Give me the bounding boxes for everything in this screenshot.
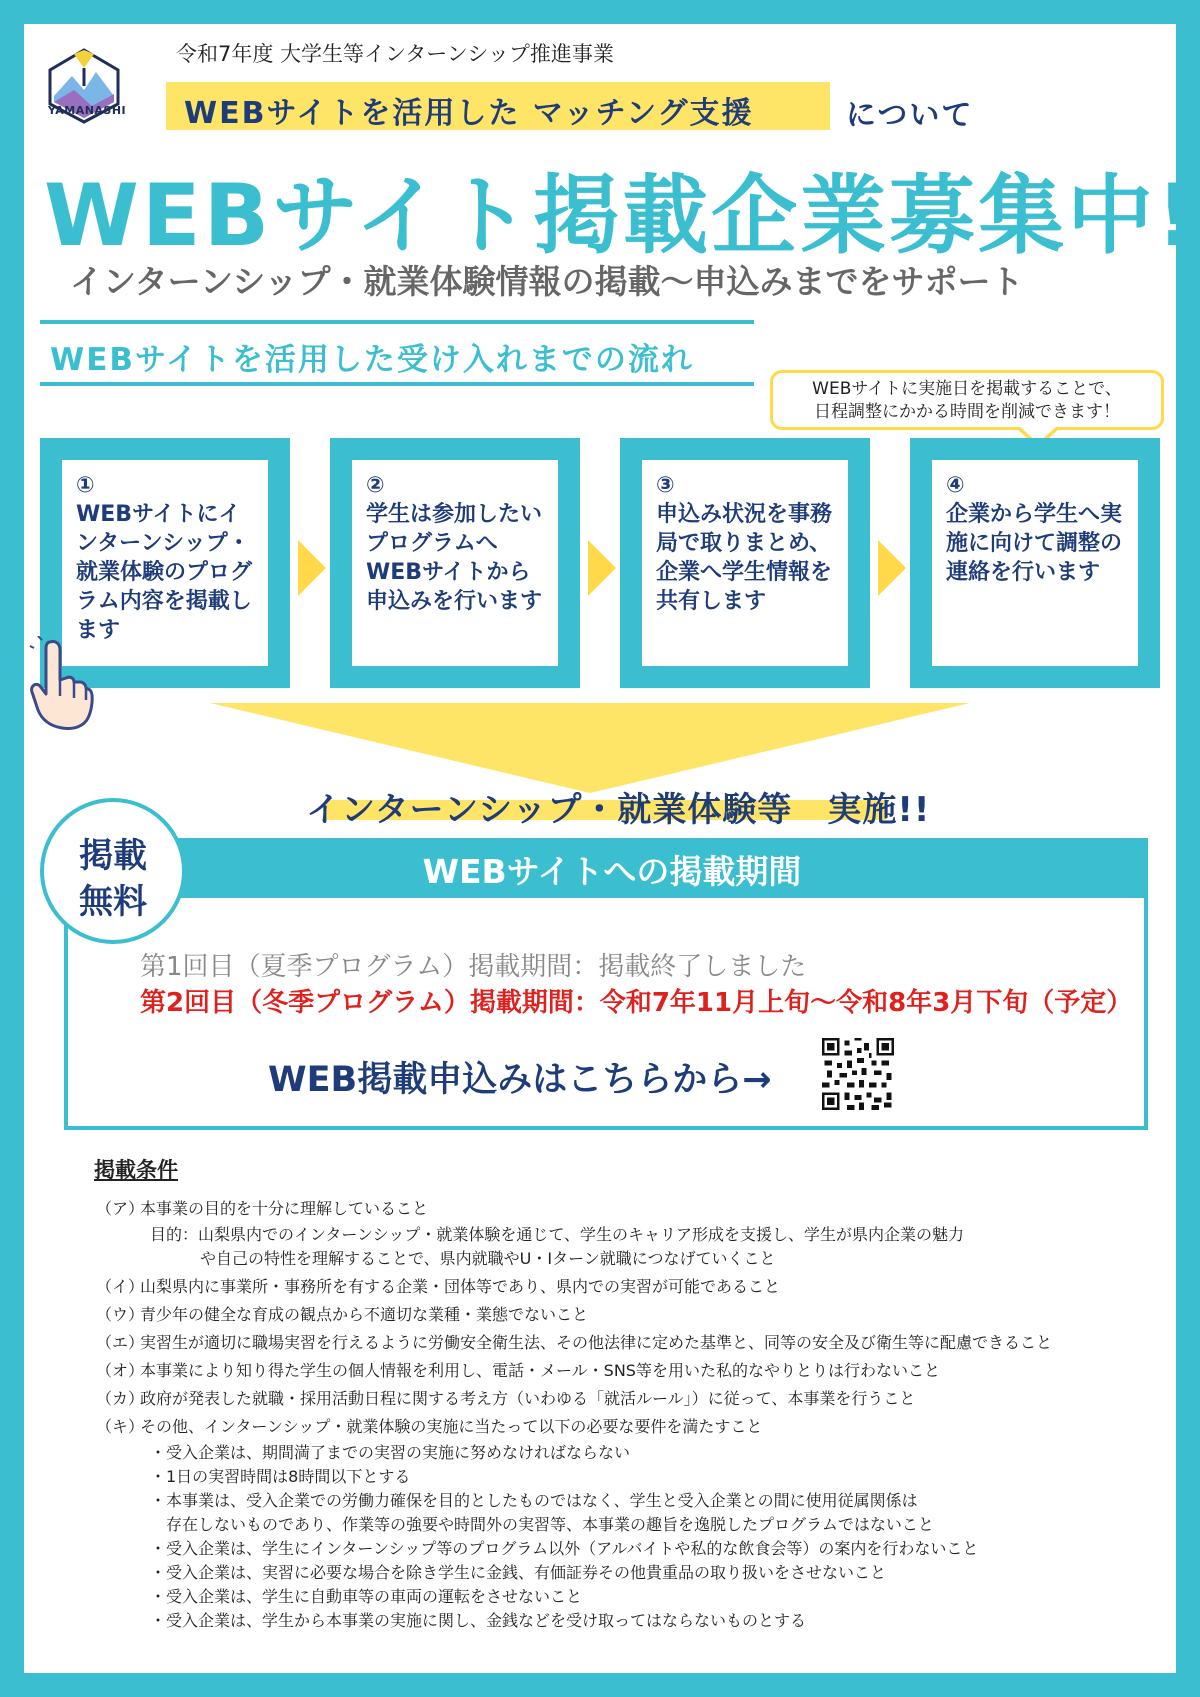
requirement-bullet: ・本事業は、受入企業での労働力確保を目的としたものではなく、学生と受入企業との間に使用従属関係は (150, 1491, 918, 1510)
condition-item (96, 1196, 428, 1219)
condition-label: （ア） (96, 1199, 145, 1218)
conditions-heading: 掲載条件 (94, 1158, 178, 1182)
flow-step-4 (910, 438, 1160, 688)
condition-text: 本事業により知り得た学生の個人情報を利用し、電話・メール・SNS等を用いた私的なやりとりは行わないこと (140, 1361, 940, 1380)
condition-text: 実習生が適切に職場実習を行えるように労働安全衛生法、その他法律に定めた基準と、同等の安全及び衛生等に配慮できること (140, 1333, 1053, 1352)
callout-line-1: WEBサイトに実施日を掲載することで、 (812, 379, 1122, 399)
fiscal-year-line: 令和7年度 大学生等インターンシップ推進事業 (176, 42, 614, 66)
step-number: ④ (946, 473, 965, 498)
logo-text: YAMANASHI (47, 104, 127, 117)
requirement-bullet: ・1日の実習時間は8時間以下とする (150, 1467, 411, 1486)
condition-label: （エ） (96, 1333, 145, 1352)
requirement-bullet: ・受入企業は、実習に必要な場合を除き学生に金銭、有価証券その他貴重品の取り扱いをさせないこと (150, 1563, 887, 1582)
about-text: について (846, 98, 974, 133)
qr-code-icon[interactable] (822, 1038, 894, 1110)
step-text: 申込み状況を事務局で取りまとめ、企業へ学生情報を共有します (656, 502, 833, 614)
condition-item (96, 1330, 1052, 1353)
callout-line-2: 日程調整にかかる時間を削減できます！ (814, 402, 1120, 422)
condition-text: 政府が発表した就職・採用活動日程に関する考え方（いわゆる「就活ルール」）に従って、本事業を行うこと (140, 1389, 916, 1408)
condition-label: （キ） (96, 1417, 145, 1436)
requirement-bullet: ・受入企業は、期間満了までの実習の実施に努めなければならない (150, 1443, 631, 1462)
condition-label: （イ） (96, 1277, 145, 1296)
condition-item (96, 1414, 762, 1437)
free-badge (40, 798, 186, 944)
support-label: WEBサイトを活用した マッチング支援 (184, 96, 754, 131)
flow-heading-rule-bottom (40, 382, 754, 386)
step-number: ② (366, 473, 385, 498)
big-down-arrow-icon (210, 703, 970, 793)
tagline: インターンシップ・就業体験情報の掲載～申込みまでをサポート (70, 262, 1024, 301)
requirement-bullet: ・受入企業は、学生から本事業の実施に関し、金銭などを受け取ってはならないものとする (150, 1611, 807, 1630)
condition-label: （オ） (96, 1361, 145, 1380)
condition-item (96, 1358, 940, 1381)
condition-text: 本事業の目的を十分に理解していること (140, 1199, 429, 1218)
flow-step-3 (620, 438, 870, 688)
requirement-bullet: 存在しないものであり、作業等の強要や時間外の実習等、本事業の趣旨を逸脱したプログラムではないこと (150, 1515, 934, 1534)
condition-label: （カ） (96, 1389, 145, 1408)
badge-line-1: 掲載 (79, 836, 147, 876)
condition-item (96, 1274, 780, 1297)
purpose-line-2: や自己の特性を理解することで、県内就職やU・Iターン就職につなげていくこと (200, 1249, 776, 1268)
round-1-period: 第1回目（夏季プログラム）掲載期間：掲載終了しました (140, 952, 807, 982)
step-arrow-icon (588, 540, 616, 596)
condition-text: その他、インターンシップ・就業体験の実施に当たって以下の必要な要件を満たすこと (140, 1417, 763, 1436)
callout-bubble (770, 370, 1164, 430)
step-number: ③ (656, 473, 675, 498)
requirement-bullet: ・受入企業は、学生にインターンシップ等のプログラム以外（アルバイトや私的な飲食会等）の案内を行わないこと (150, 1539, 979, 1558)
badge-line-2: 無料 (79, 882, 147, 922)
apply-link[interactable]: WEB掲載申込みはこちらから→ (268, 1060, 772, 1100)
step-number: ① (76, 473, 95, 498)
implementation-text: インターンシップ・就業体験等 実施!! (306, 790, 931, 830)
condition-item (96, 1302, 588, 1325)
condition-text: 山梨県内に事業所・事務所を有する企業・団体等であり、県内での実習が可能であること (140, 1277, 781, 1296)
step-text: WEBサイトにインターンシップ・就業体験のプログラム内容を掲載します (76, 502, 253, 643)
requirement-bullet: ・受入企業は、学生に自動車等の車両の運転をさせないこと (150, 1587, 583, 1606)
step-text: 企業から学生へ実施に向けて調整の連絡を行います (946, 502, 1123, 585)
flow-heading-rule-top (40, 320, 754, 324)
flow-heading: WEBサイトを活用した受け入れまでの流れ (50, 342, 694, 378)
pointing-hand-icon (28, 636, 94, 732)
step-arrow-icon (298, 540, 326, 596)
round-2-period: 第2回目（冬季プログラム）掲載期間：令和7年11月上旬～令和8年3月下旬（予定） (140, 988, 1133, 1018)
condition-text: 青少年の健全な育成の観点から不適切な業種・業態でないこと (140, 1305, 589, 1324)
condition-label: （ウ） (96, 1305, 145, 1324)
step-text: 学生は参加したいプログラムへWEBサイトから申込みを行います (366, 502, 543, 614)
step-arrow-icon (878, 540, 906, 596)
main-title: WEBサイト掲載企業募集中! (44, 166, 1199, 266)
flow-step-2 (330, 438, 580, 688)
condition-item (96, 1386, 915, 1409)
period-title: WEBサイトへの掲載期間 (422, 852, 802, 891)
purpose-line-1: 目的：山梨県内でのインターンシップ・就業体験を通じて、学生のキャリア形成を支援し、学生が県内企業の魅力 (150, 1225, 965, 1244)
